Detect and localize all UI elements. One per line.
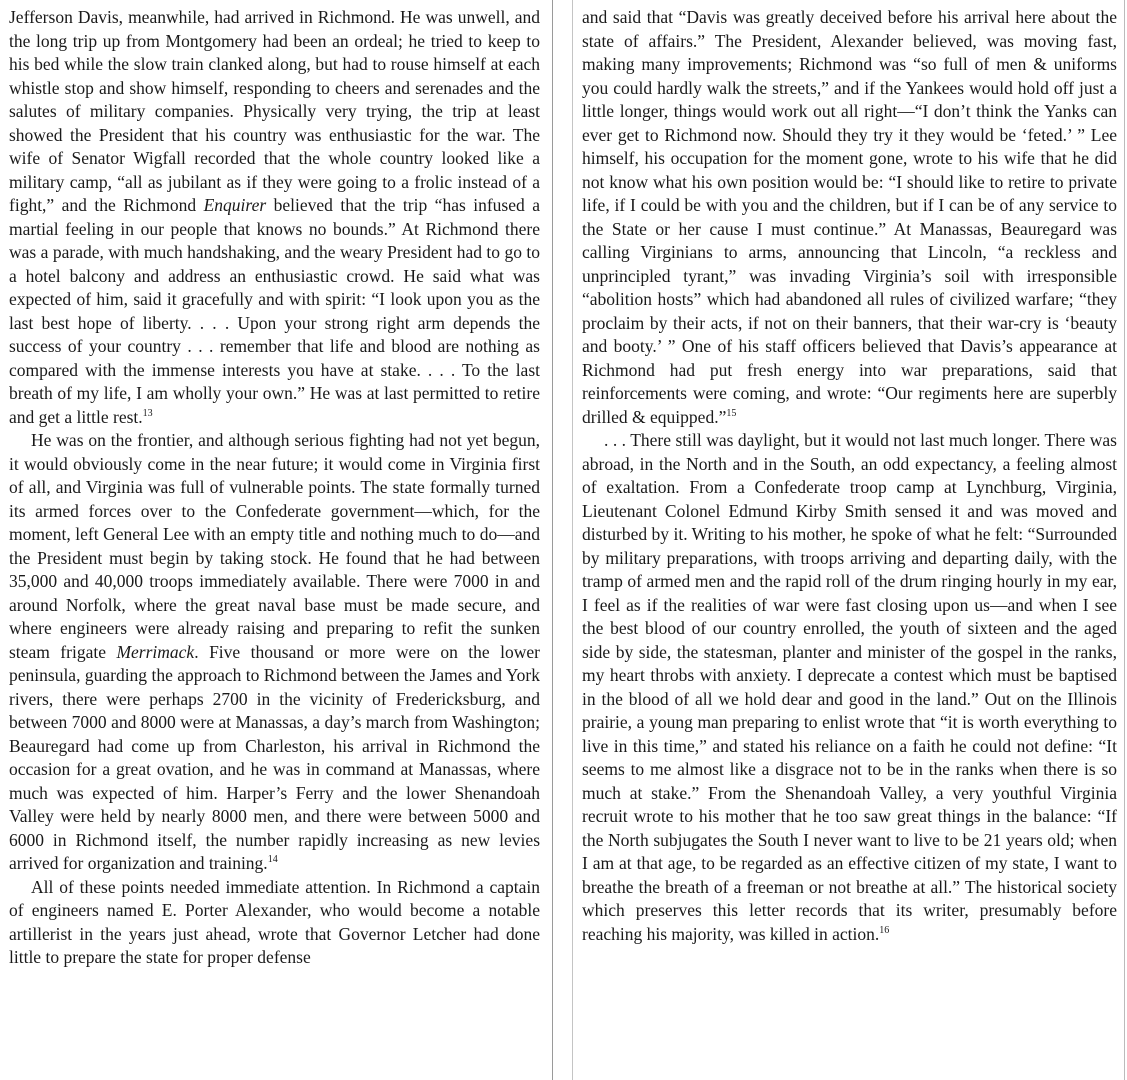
right-p2-text: . . . There still was daylight, but it would not last much longer. There was abroad, in the North and in the South, an odd expectancy, a feeling almost of exaltation. From a Confederate troop camp at Lynchburg, Virginia, Lieutenant Colonel Edmund Kirby Smith sensed it and was moved and disturbed by it. Writing to his mother, he spoke of what he felt: “Surrounded by military preparations, with troops arriving and departing daily, with the tramp of armed men and the rapid roll of the drum ringing hourly in my ear, I feel as if the realities of war were fast closing upon us—and when I see the best blood of our country enrolled, the youth of sixteen and the aged side by side, the statesman, planter and minister of the gospel in the ranks, my heart throbs with anxiety. I deprecate a contest which must be baptised in the blood of all we hold dear and good in the land.” Out on the Illinois prairie, a young man preparing to enlist wrote that “it is worth everything to live in this time,” and stated his reliance on a faith he could not define: “It seems to me almost like a disgrace not to be in the ranks when there is so much at stake.” From the Shenandoah Valley, a very youthful Virginia recruit wrote to his mother that he too saw great things in the balance: “If the North subjugates the South I never want to live to be 21 years old; when I am at that age, to be regarded as an effective citizen of my state, I want to breathe the breath of a freeman or not breathe at all.” The historical society which preserves this letter records that its writer, presumably before reaching his majority, was killed in action.	[582, 430, 1117, 944]
right-paragraph-1	[582, 6, 1117, 429]
left-paragraph-3: All of these points needed immediate attention. In Richmond a captain of engineers named E. Porter Alexander, who would become a notable artillerist in the years just ahead, wrote that Governor Letcher had done little to prepare the state for proper defense	[9, 876, 540, 967]
left-paragraph-1	[9, 6, 540, 429]
footnote-ref-14[interactable]: 14	[267, 854, 278, 866]
left-p1-text-b: believed that the trip “has infused a martial feeling in our people that knows no bounds.” At Richmond there was a parade, with much handshaking, and the weary President had to go to a hotel balcony and address an enthusiastic crowd. He said what was expected of him, said it gracefully and with spirit: “I look upon you as the last best hope of liberty. . . . Upon your strong right arm depends the success of your country . . . remember that life and blood are nothing as compared with the immense interests you have at stake. . . . To the last breath of my life, I am wholly your own.” He was at last permitted to retire and get a little rest.	[9, 195, 540, 427]
right-column	[580, 0, 1127, 1080]
footnote-ref-16[interactable]: 16	[879, 924, 890, 936]
page-gutter-line	[572, 0, 573, 1080]
column-divider	[552, 0, 553, 1080]
left-column	[0, 0, 548, 1080]
left-p2-text-a: He was on the frontier, and although serious fighting had not yet begun, it would obviously come in the near future; it would come in Virginia first of all, and Virginia was full of vulnerable points. The state formally turned its armed forces over to the Confederate government—which, for the moment, left General Lee with an empty title and nothing much to do—and the President must begin by taking stock. He found that he had between 35,000 and 40,000 troops immediately available. There were 7000 in and around Norfolk, where the great naval base must be made secure, and where engineers were already raising and preparing to refit the sunken steam frigate	[9, 430, 540, 662]
enquirer-italic: Enquirer	[203, 195, 267, 215]
right-p1-text: and said that “Davis was greatly deceived before his arrival here about the state of affairs.” The President, Alexander believed, was moving fast, making many improvements; Richmond was “so full of men & uniforms you could hardly walk the streets,” and if the Yankees would hold off just a little longer, things would work out all right—“I don’t think the Yanks can ever get to Richmond now. Should they try it they would be ‘feted.’ ” Lee himself, his occupation for the moment gone, wrote to his wife that he did not know what his own position would be: “I should like to retire to private life, if I could be with you and the children, but if I can be of any service to the State or her cause I must continue.” At Manassas, Beauregard was calling Virginians to arms, announcing that Lincoln, “a reckless and unprincipled tyrant,” was invading Virginia’s soil with irresponsible “abolition hosts” which had abandoned all rules of civilized warfare; “they proclaim by their acts, if not on their banners, that their war-cry is ‘beauty and booty.’ ” One of his staff officers believed that Davis’s appearance at Richmond had put fresh energy into war preparations, said that reinforcements were coming, and wrote: “Our regiments here are superbly drilled & equipped.”	[582, 7, 1117, 427]
left-paragraph-2	[9, 429, 540, 876]
footnote-ref-15[interactable]: 15	[726, 407, 737, 419]
right-paragraph-2	[582, 429, 1117, 946]
left-p2-text-b: . Five thousand or more were on the lower peninsula, guarding the approach to Richmond between the James and York rivers, there were perhaps 2700 in the vicinity of Fredericksburg, and between 7000 and 8000 were at Manassas, a day’s march from Washington; Beauregard had come up from Charleston, his arrival in Richmond the occasion for a great ovation, and he was in command at Manassas, where much was expected of him. Harper’s Ferry and the lower Shenandoah Valley were held by nearly 8000 men, and there were between 5000 and 6000 in Richmond itself, the number rapidly increasing as new levies arrived for organization and training.	[9, 641, 541, 873]
merrimack-italic: Merrimack	[116, 641, 195, 662]
footnote-ref-13[interactable]: 13	[142, 407, 153, 419]
left-p1-text-a: Jefferson Davis, meanwhile, had arrived in Richmond. He was unwell, and the long trip up from Montgomery had been an ordeal; he tried to keep to his bed while the slow train clanked along, but had to rouse himself at each whistle stop and show himself, responding to cheers and serenades and the salutes of military companies. Physically very trying, the trip at least showed the President that his country was enthusiastic for the war. The wife of Senator Wigfall recorded that the whole country looked like a military camp, “all as jubilant as if they were going to a frolic instead of a fight,” and the Richmond	[9, 7, 540, 215]
